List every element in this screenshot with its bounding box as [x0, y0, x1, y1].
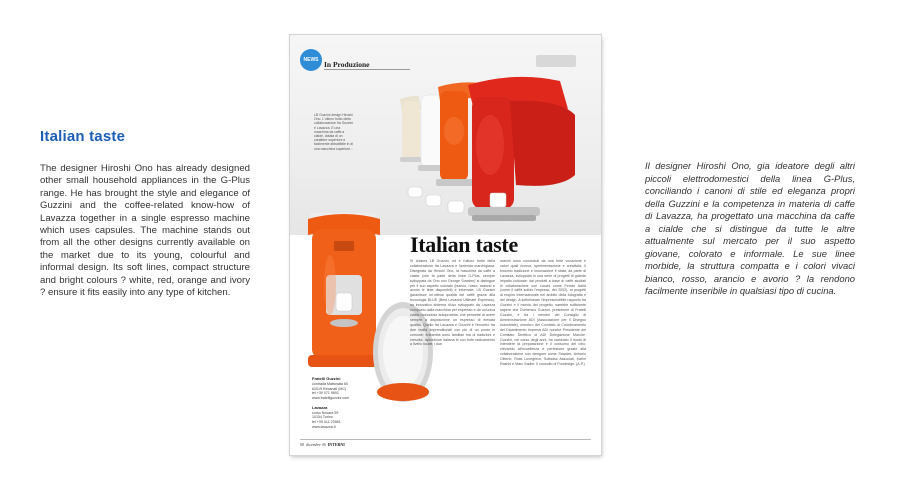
contact-lavazza-line: corso Novara 59 [312, 410, 339, 415]
contact-lavazza-line: tel +39 011 23981 [312, 420, 341, 425]
machine-front-red [468, 55, 576, 221]
contact-guzzini-name: Fratelli Guzzini [312, 376, 341, 381]
english-text-block [40, 128, 250, 299]
page-footer [300, 439, 591, 447]
article-column-2: marchi sono conosciuti da una forte vocazione e valori quali ricerca, sperimentazione e creatività. Il binomio tradizione e innovazione è stata, da parte di Lavazza, sviluppato in una serie di progetti di grande impatto culturale: dai prodotti a base di caffè studiati in collaborazione con cuochi come Ferran Adrià (come il caffè solido l'espesso, del 2002), ai progetti di respiro internazionale nel ambito della fotografia e del design. A sottolineare l'imprescindibile rapporto fra Guzzini e il mondo del progetto, sarebbe sufficiente sapere che Domenico Guzzini, presidente di Fratelli Guzzini, è tra i membri del Consiglio di Amministrazione ADI (Associazione per il Disegno Industriale), membro del Comitato di Coordinamento del Dipartimento Impresa ADI nonché Presidente del Comitato Direttivo di ADI Delegazione Marche. Guzzini, nel corso degli anni, ha cambiato il modo di intendere la preparazione e il consumo del cibo, elevando all'eccellenza e perfezione grazie alla collaborazione con designer come Sowden, Antonio Citterio, Ross Lovegrove, Sottsass Associati, Karim Rashid e Marc Sadler. Il consulto di Foodesign. (A.P.) [500, 259, 586, 367]
photo-caption: LB Guzzini design Hiroshi Ono. L'ultimo frutto della collaborazione fra Guzzini e Lavazza. E una macchina da caffe a cialde, dotata di un carattere superiore e facilmente abbattibile in di una macchina superiore... [314, 113, 354, 151]
article-column-1: Si chiama LB Guzzini, ed è l'ultimo frutto della collaborazione fra Lavazza e l'azienda marchigiana. Disegnata da Hiroshi Ono, la macchina da caffè a cialde (che fa parte della linea G-Plus, sempre sviluppata da Ono con George Sowden) si distingue per il suo aspetto colorato (bianco, rosso, arancio e avorio le tinte disponibili) e informale. LB Guzzini garantisce un'ottima qualità del caffè grazie alla tecnologia BLUE (Best Lavazza Ultimate Espresso), un innovativo sistema d'uso sviluppato da Lavazza composto dalla macchina per espresso e da un'unica cialda monodose autoprotetta, che permette di avere sempre a disposizione un espresso di elevata qualità. Quello fra Lavazza e Guzzini è l'incontro tra due realtà imprenditoriali con più di un punto in comune: entrambe sono familiari ma di tradizioni e crescita. Ispirazione italiana le con forte radicamento a livello locale, i due [410, 259, 495, 347]
magazine-name: INTERNI [327, 442, 345, 447]
contact-guzzini-line: www.fratelliguzzini.com [312, 396, 350, 401]
contact-lavazza-line: www.lavazza.it [312, 424, 336, 429]
contact-guzzini-line: tel +39 071 9891 [312, 391, 339, 396]
espresso-cups [408, 187, 464, 213]
english-body: The designer Hiroshi Ono has already designed other small household appliances in the G-Plus range. He has brought the style and elegance of Guzzini and the coffee-related know-how of Lavazza together in a single espresso machine which uses capsules. The machine stands out from all the other designs currently available on the market due to its young, colourful and informal design. Its soft lines, compact structure and bright colours ? white, red, orange and ivory ? ensure it fits easily into any type of kitchen. [40, 163, 250, 299]
contacts-block [312, 377, 372, 430]
contact-guzzini-line: 62019 Recanati (MC) [312, 386, 347, 391]
english-heading: Italian taste [40, 128, 126, 145]
news-badge: NEWS [300, 49, 322, 71]
italian-body: Il designer Hiroshi Ono, gia ideatore degli altri piccoli elettrodomestici della linea G-Plus, conciliando i canoni di stile ed eleganza propri della Guzzini e la competenza in materia di caffe di Lavazza, ha progettato una macchina da caffe a cialde che si distingue da tutte le altre attualmente sul mercato per il suo aspetto giovane, colorato e informale. Le sue linee morbide, la struttura compatta e i colori vivaci bianco, rosso, arancio e avorio ? la rendono facilmente inseribile in qualsiasi tipo di cucina. [645, 160, 855, 296]
contact-lavazza-line: 10154 Torino [312, 415, 333, 420]
page-number: 68 [300, 442, 304, 447]
magazine-title: Italian taste [410, 232, 518, 257]
contact-guzzini-line: contrada Mattonata 60 [312, 381, 348, 386]
issue-date: dicembre 06 [306, 442, 326, 447]
italian-text-block [645, 160, 855, 298]
contact-lavazza-name: Lavazza [312, 404, 328, 410]
section-label: In Produzione [324, 60, 410, 70]
magazine-page [290, 35, 601, 455]
